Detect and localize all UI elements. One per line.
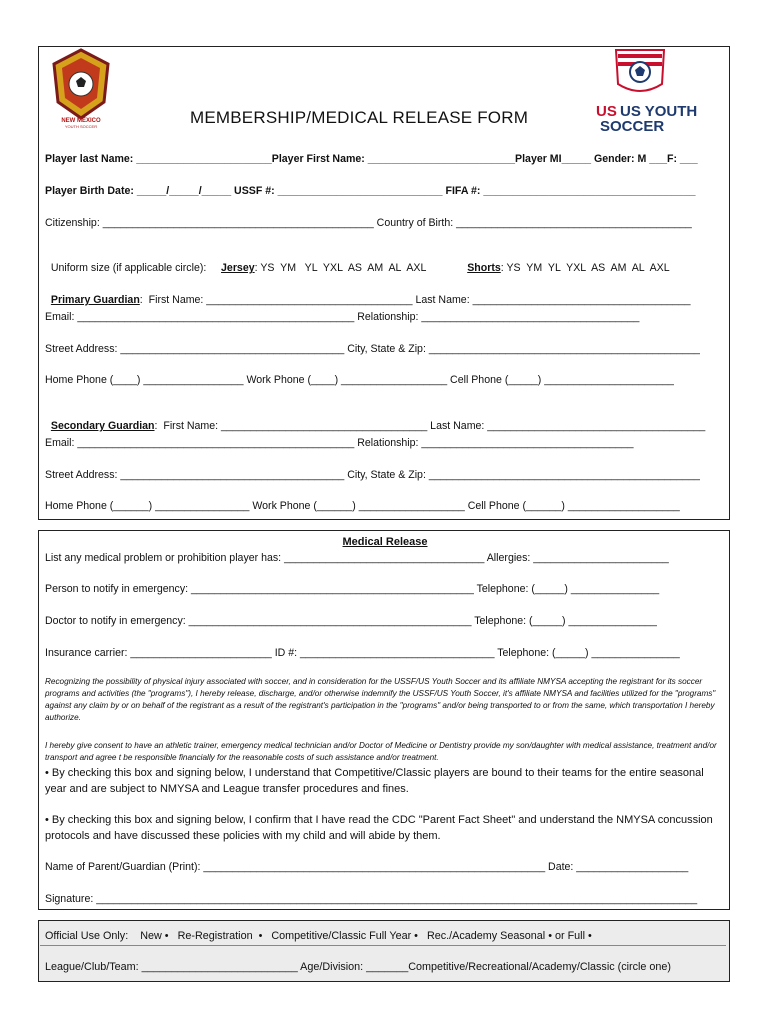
primary-phones-line[interactable]: Home Phone (____) _________________ Work Phone (____) __________________ Cell Phone (_____) ______________________	[45, 374, 674, 386]
primary-guardian-label: Primary Guardian	[50, 294, 140, 306]
medical-consent-text: I hereby give consent to have an athletic trainer, emergency medical technician and/or Doctor of Medicine or Dentistry provide my son/daughter with medical assistance, treatment and/or transport and agree t be responsible financially for the reasonable costs of such assistance and/or treatment.	[45, 741, 717, 762]
jersey-sizes[interactable]: : YS YM YL YXL AS AM AL AXL	[254, 262, 426, 274]
parent-name-line[interactable]: Name of Parent/Guardian (Print): __________________________________________________________ Date: ___________________	[45, 861, 689, 873]
logo-right-text-2: SOCCER	[600, 118, 665, 135]
primary-guardian-name-fields[interactable]: : First Name: ___________________________________ Last Name: _____________________________________	[139, 294, 691, 306]
primary-guardian-line[interactable]	[45, 279, 691, 307]
svg-text:US: US	[596, 103, 617, 120]
competitive-transfer-checkbox-text[interactable]: • By checking this box and signing below, I understand that Competitive/Classic players are bound to their teams for the entire seasonal year and are subject to NMYSA and League transfer procedures and fines.	[45, 767, 704, 795]
us-youth-soccer-logo	[594, 48, 698, 135]
emergency-contact-line[interactable]: Person to notify in emergency: ________________________________________________ Telephone: (_____) _______________	[45, 583, 660, 595]
secondary-street-line[interactable]: Street Address: ______________________________________ City, State & Zip: ______________________________________________	[45, 469, 700, 481]
release-waiver-text: Recognizing the possibility of physical injury associated with soccer, and in consideration for the USSF/US Youth Soccer and its affiliate NMYSA accepting the registrant for its soccer programs and activities (the "programs"), I hereby release, discharge, and/or otherwise indemnify the USSF/US Youth Soccer, it's affiliate NMYSA and facilities utilized for the "programs" against any claim by or on behalf of the registrant as a result of the registrant's participation in the "programs" and/or being transported to or from the same, which transportation I hereby authorize.	[45, 677, 716, 722]
uniform-label: Uniform size (if applicable circle):	[50, 262, 207, 274]
shorts-label: Shorts	[467, 262, 501, 274]
medical-problem-line[interactable]: List any medical problem or prohibition player has: __________________________________ Allergies: _______________________	[45, 552, 669, 564]
doctor-line[interactable]: Doctor to notify in emergency: ________________________________________________ Telephone: (_____) _______________	[45, 615, 657, 627]
official-divider	[40, 945, 726, 946]
citizenship-line[interactable]: Citizenship: ______________________________________________ Country of Birth: ________________________________________	[45, 217, 692, 229]
signature-line[interactable]: Signature: ______________________________________________________________________________________________________	[45, 893, 698, 905]
player-name-line[interactable]: Player last Name: _______________________Player First Name: _________________________Player MI_____ Gender: M ___F: ___	[45, 153, 698, 165]
player-birth-line[interactable]: Player Birth Date: _____/_____/_____ USSF #: ____________________________ FIFA #: ____________________________________	[45, 185, 696, 197]
official-use-line[interactable]: Official Use Only: New • Re-Registration • Competitive/Classic Full Year • Rec./Academy Seasonal • or Full •	[45, 930, 592, 942]
insurance-line[interactable]: Insurance carrier: ________________________ ID #: _________________________________ Telephone: (_____) _______________	[45, 647, 680, 659]
concussion-checkbox-text[interactable]: • By checking this box and signing below, I confirm that I have read the CDC "Parent Fact Sheet" and understand the NMYSA concussion protocols and have discussed these policies with my child and will abide by them.	[45, 814, 713, 842]
primary-street-line[interactable]: Street Address: ______________________________________ City, State & Zip: ______________________________________________	[45, 343, 700, 355]
secondary-guardian-line[interactable]	[45, 405, 705, 433]
form-title: MEMBERSHIP/MEDICAL RELEASE FORM	[190, 108, 529, 127]
logo-left-text-2: YOUTH SOCCER	[64, 124, 98, 129]
logo-right-text-1: US YOUTH	[620, 103, 698, 120]
secondary-phones-line[interactable]: Home Phone (______) ________________ Work Phone (______) __________________ Cell Phone (______) ___________________	[45, 500, 680, 512]
uniform-size-line[interactable]	[45, 247, 670, 275]
league-club-team-line[interactable]: League/Club/Team: __________________________ Age/Division: _______Competitive/Recreational/Academy/Classic (circle one)	[45, 961, 672, 973]
shorts-sizes[interactable]: : YS YM YL YXL AS AM AL AXL	[500, 262, 670, 274]
secondary-guardian-name-fields[interactable]: : First Name: ___________________________________ Last Name: _____________________________________	[154, 420, 706, 432]
secondary-guardian-label: Secondary Guardian	[50, 420, 155, 432]
primary-email-line[interactable]: Email: _______________________________________________ Relationship: _____________________________________	[45, 311, 640, 323]
logo-left-text-1: NEW MEXICO	[61, 118, 101, 124]
medical-release-heading: Medical Release	[342, 536, 428, 548]
new-mexico-youth-soccer-logo	[50, 48, 112, 128]
jersey-label: Jersey	[221, 262, 255, 274]
secondary-email-line[interactable]: Email: _______________________________________________ Relationship: ____________________________________	[45, 437, 634, 449]
